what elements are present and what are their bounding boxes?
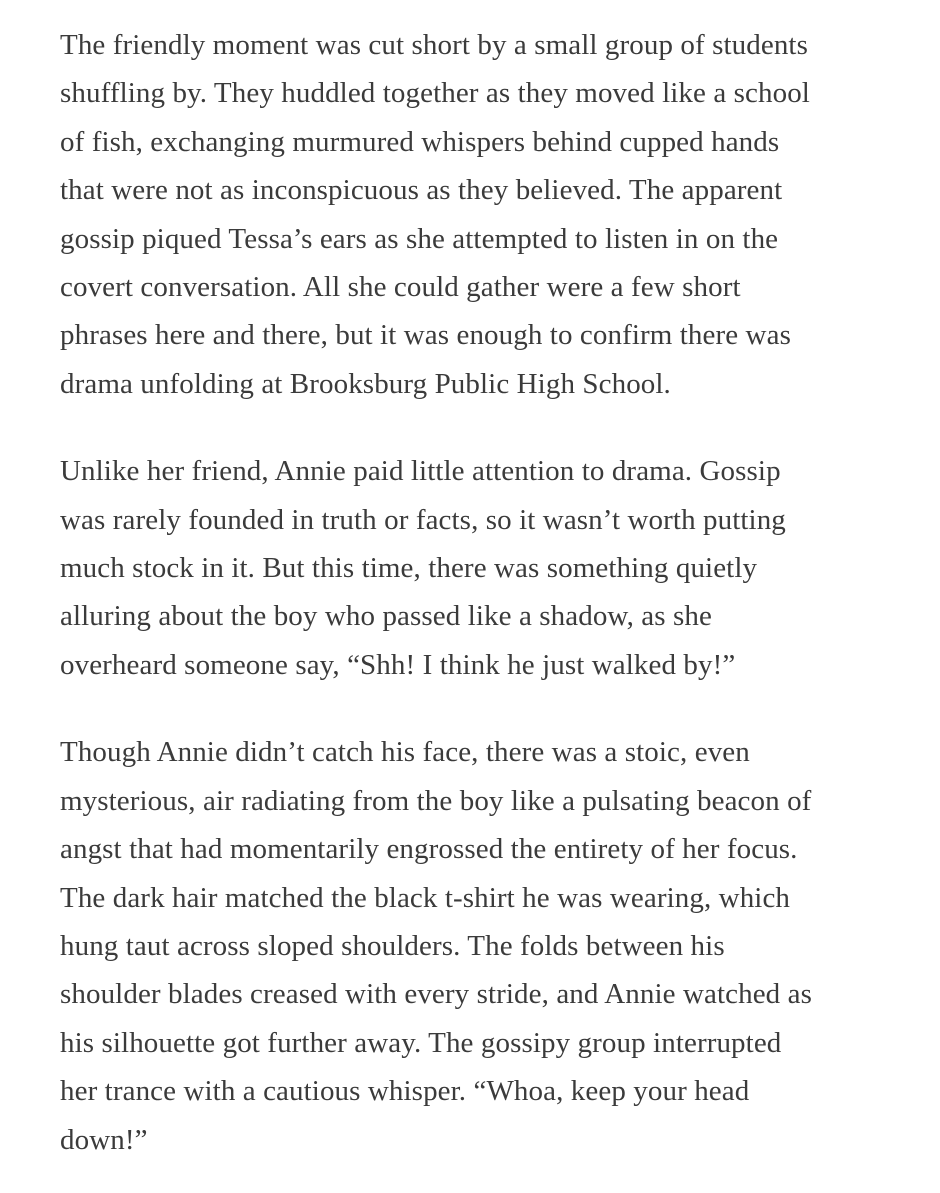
text-line: gossip piqued Tessa’s ears as she attempted to listen in on the bbox=[60, 222, 779, 255]
text-line: mysterious, air radiating from the boy like a pulsating beacon of bbox=[60, 784, 812, 817]
paragraph bbox=[60, 447, 882, 689]
text-line: Though Annie didn’t catch his face, there was a stoic, even bbox=[60, 736, 750, 769]
text-line: shuffling by. They huddled together as they moved like a school bbox=[60, 77, 810, 110]
paragraph bbox=[60, 728, 882, 1164]
text-line: his silhouette got further away. The gossipy group interrupted bbox=[60, 1026, 782, 1059]
text-line: of fish, exchanging murmured whispers behind cupped hands bbox=[60, 125, 780, 158]
text-line: The dark hair matched the black t-shirt he was wearing, which bbox=[60, 881, 791, 914]
text-line: covert conversation. All she could gather were a few short bbox=[60, 271, 741, 304]
text-line: her trance with a cautious whisper. “Whoa, keep your head bbox=[60, 1075, 750, 1108]
text-line: was rarely founded in truth or facts, so it wasn’t worth putting bbox=[60, 503, 786, 536]
text-line: overheard someone say, “Shh! I think he just walked by!” bbox=[60, 648, 736, 681]
text-line: down!” bbox=[60, 1123, 148, 1156]
text-line: angst that had momentarily engrossed the entirety of her focus. bbox=[60, 833, 798, 866]
paragraph bbox=[60, 21, 882, 408]
text-line: shoulder blades creased with every stride, and Annie watched as bbox=[60, 978, 812, 1011]
text-line: hung taut across sloped shoulders. The folds between his bbox=[60, 929, 725, 962]
text-line: Unlike her friend, Annie paid little attention to drama. Gossip bbox=[60, 455, 781, 488]
text-line: phrases here and there, but it was enough to confirm there was bbox=[60, 319, 791, 352]
text-line: The friendly moment was cut short by a small group of students bbox=[60, 29, 808, 61]
text-line: much stock in it. But this time, there was something quietly bbox=[60, 552, 758, 585]
text-line: alluring about the boy who passed like a shadow, as she bbox=[60, 600, 712, 633]
text-line: that were not as inconspicuous as they believed. The apparent bbox=[60, 174, 783, 207]
text-line: drama unfolding at Brooksburg Public High School. bbox=[60, 367, 671, 400]
